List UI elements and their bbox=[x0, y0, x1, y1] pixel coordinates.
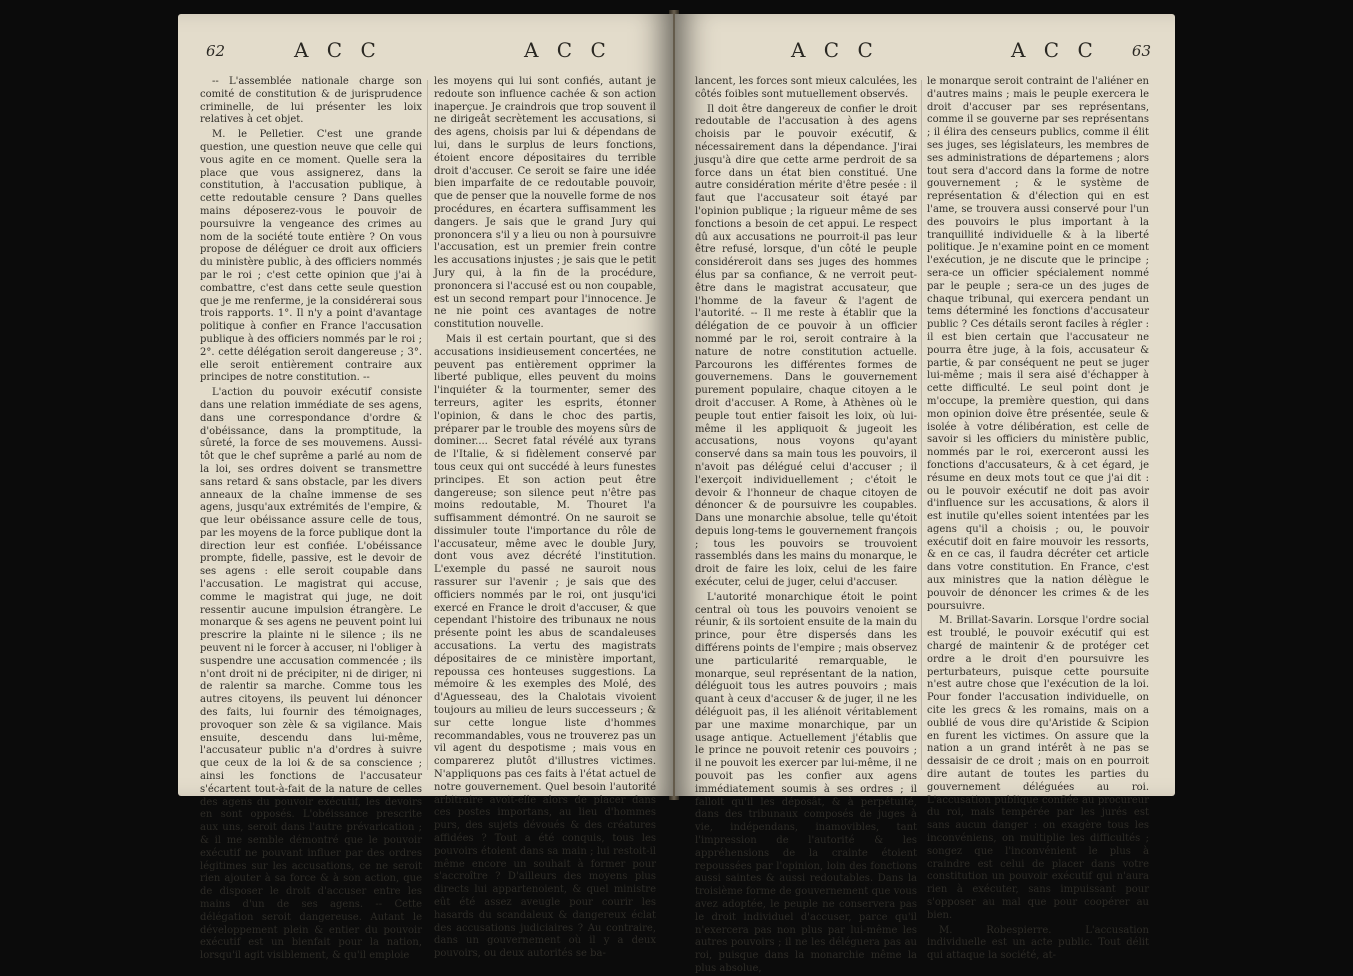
left-running-head-1: A C C bbox=[294, 38, 382, 62]
paragraph: -- L'assemblée nationale charge son comité de constitution & de jurisprudence criminelle, de lui présenter les loix relatives à cet objet. bbox=[200, 76, 422, 126]
paragraph: M. Brillat-Savarin. Lorsque l'ordre social est troublé, le pouvoir exécutif qui est chargé de maintenir & de protéger cet ordre a le droit d'en poursuivre les perturbateurs, puisque cette poursuite n'est autre chose que l'exécution de la loi. Pour fonder l'accusation individuelle, on cite les grecs & les romains, mais on a oublié de vous dire qu'Aristide & Scipion en furent les victimes. On assure que la nation a un grand intérêt à ne pas se dessaisir de ce droit ; mais on en pourroit dire autant de toutes les parties du gouvernement déléguées au roi. L'accusation publique confiée au procureur du roi, mais tempérée par les jurés est sans aucun danger : on exagère tous les inconvéniens, on multiplie les difficultés ; songez que l'inconvénient le plus à craindre est celui de placer dans votre constitution un pouvoir exécutif qui n'aura rien à exécuter, sans impuissant pour s'opposer au mal que pour coopérer au bien. bbox=[927, 615, 1149, 921]
left-running-head-2: A C C bbox=[524, 38, 612, 62]
left-page-header bbox=[206, 38, 649, 68]
right-running-head-1: A C C bbox=[791, 38, 879, 62]
right-running-head-2: A C C bbox=[1011, 38, 1099, 62]
paragraph: Mais il est certain pourtant, que si des accusations insidieusement concertées, ne peuvent pas entièrement opprimer la liberté publique, elles peuvent du moins l'inquiéter & la tourmenter, semer des terreurs, agiter les esprits, étonner l'opinion, & dans le choc des partis, préparer par le trouble des moyens sûrs de dominer.... Secret fatal révélé aux tyrans de l'Italie, & si fidèlement conservé par tous ceux qui ont succédé à leurs funestes principes. Et son action peut être dangereuse; son silence peut n'être pas moins redoutable, M. Thouret l'a suffisamment démontré. On ne sauroit se dissimuler toute l'importance du rôle de l'accusateur, même avec le double Jury, dont vous avez décrété l'institution. L'exemple du passé ne sauroit nous rassurer sur l'avenir ; je sais que des officiers nommés par le roi, ont jusqu'ici exercé en France le droit d'accuser, & que cependant l'histoire des tribunaux ne nous présente point les abus de scandaleuses accusations. La vertu des magistrats dépositaires de ce ministère important, repoussa ces honteuses suggestions. La mémoire & les exemples des Molé, des d'Aguesseau, des la Chalotais vivoient toujours au milieu de leurs successeurs ; & sur cette longue liste d'hommes recommandables, vous ne trouverez pas un vil agent du despotisme ; mais vous en comparerez plutôt d'illustres victimes. N'appliquons pas ces faits à l'état actuel de notre gouvernement. Quel besoin l'autorité arbitraire avoit-elle alors de placer dans ces postes importans, au lieu d'hommes purs, des sujets dévoués & des créatures affidées ? Tout a été conquis, tous les pouvoirs étoient dans sa main ; lui restoit-il même encore un souhait à former pour s'accroître ? D'ailleurs des moyens plus directs lui appartenoient, & quel ministre eût été assez aveugle pour courir les hasards du scandaleux & dangereux éclat des accusations judiciaires ? Au contraire, dans un gouvernement où il y a deux pouvoirs, ou deux autorités se ba- bbox=[434, 333, 656, 960]
column-rule bbox=[921, 80, 922, 770]
paragraph: L'autorité monarchique étoit le point central où tous les pouvoirs venoient se réunir, & ils sortoient ensuite de la main du prince, pour être dispersés dans les différens points de l'empire ; mais observez une particularité remarquable, le monarque, seul représentant de la nation, déléguoit tous les autres pouvoirs ; mais quant à ceux d'accuser & de juger, il ne les déléguoit pas, il les aliénoit véritablement par une maxime monarchique, par un usage antique. Actuellement j'établis que le prince ne pouvoit retenir ces pouvoirs ; il ne pouvoit les exercer par lui-même, il ne pouvoit pas les confier aux agens immédiatement soumis à ses ordres ; il falloit qu'il les déposât, & à perpétuité, dans des tribunaux composés de juges à vie, indépendans, inamovibles, tant l'impression de l'autorité & les appréhensions de la crainte étoient repoussées par l'opinion, loin des fonctions aussi saintes & aussi redoutables. Dans la troisième forme de gouvernement que vous avez adoptée, le peuple ne conservera pas le droit individuel d'accuser, parce qu'il n'exercera pas non plus par lui-même les autres pouvoirs ; il ne les déléguera pas au roi, puisque dans la monarchie même la plus absolue, bbox=[695, 591, 917, 974]
left-column-1 bbox=[200, 76, 422, 962]
paragraph: M. Robespierre. L'accusation individuelle est un acte public. Tout délit qui attaque la société, at- bbox=[927, 924, 1149, 962]
left-page bbox=[178, 14, 673, 962]
paragraph: M. le Pelletier. C'est une grande question, une question neuve que celle qui vous agite en ce moment. Quelle sera la place que vous assignerez, dans la constitution, à l'accusation publique, à cette redoutable censure ? Dans quelles mains déposerez-vous le pouvoir de poursuivre la vengeance des crimes au nom de la société toute entière ? On vous propose de déléguer ce droit aux officiers du ministère public, à des officiers nommés par le roi ; c'est cette opinion que j'ai à combattre, c'est dans cette seule question que je me renferme, je la considérerai sous trois rapports. 1°. Il n'y a point d'avantage politique à confier en France l'accusation publique à des officiers nommés par le roi ; 2°. cette délégation seroit dangereuse ; 3°. elle seroit entièrement contraire aux principes de notre constitution. -- bbox=[200, 129, 422, 384]
right-page bbox=[675, 14, 1175, 974]
right-page-header bbox=[703, 38, 1151, 68]
right-column-2 bbox=[927, 76, 1149, 962]
paragraph: Il doit être dangereux de confier le droit redoutable de l'accusation à des agens choisis par le pouvoir exécutif, & nécessairement dans la dépendance. J'irai jusqu'à dire que cette arme perdroit de sa force dans un état bien constitué. Une autre considération mérite d'être pesée : il faut que l'accusateur soit étayé par l'opinion publique ; la rigueur même de ses fonctions a besoin de cet appui. Le respect dû aux accusations ne pourroit-il pas leur être refusé, lorsque, d'un côté le peuple considéreroit dans ses juges des hommes élus par sa confiance, & ne verroit peut-être dans le magistrat accusateur, que l'homme de la faveur & l'agent de l'autorité. -- Il me reste à établir que la délégation de ce pouvoir à un officier nommé par le roi, seroit contraire à la nature de notre constitution actuelle. Parcourons les différentes formes de gouvernemens. Dans le gouvernement purement populaire, chaque citoyen a le droit d'accuser. A Rome, à Athènes où le peuple tout entier faisoit les loix, où lui-même il les appliquoit & jugeoit les accusations, nous voyons qu'ayant conservé dans sa main tous les pouvoirs, il n'avoit pas délégué celui d'accuser ; il l'exerçoit individuellement ; c'étoit le devoir & l'honneur de chaque citoyen de dénoncer & de poursuivre les coupables. Dans une monarchie absolue, telle qu'étoit depuis long-tems le gouvernement françois ; tous les pouvoirs se trouvoient rassemblés dans les mains du monarque, le droit de faire les loix, celui de les faire exécuter, celui de juger, celui d'accuser. bbox=[695, 103, 917, 589]
right-page-number: 63 bbox=[1131, 42, 1151, 60]
right-column-1 bbox=[695, 76, 917, 974]
paragraph: L'action du pouvoir exécutif consiste dans une relation immédiate de ses agens, dans une correspondance d'ordre & d'obéissance, dans la promptitude, la sûreté, la force de ses mouvemens. Aussi-tôt que le chef suprême a parlé au nom de la loi, ses ordres doivent se transmettre sans retard & sans obstacle, par les divers anneaux de la chaîne immense de ses agens, jusqu'aux extrémités de l'empire, & que leur obéissance assure celle de tous, par les moyens de la force publique dont la direction leur est confiée. L'obéissance prompte, fidelle, passive, est le devoir de ses agens : elle seroit coupable dans l'accusation. Le magistrat qui accuse, comme le magistrat qui juge, ne doit ressentir aucune impulsion étrangère. Le monarque & ses agens ne peuvent point lui prescrire la plainte ni le silence ; ils ne peuvent ni le forcer à accuser, ni l'obliger à suspendre une accusation commencée ; ils n'ont droit ni de précipiter, ni de diriger, ni de ralentir sa marche. Comme tous les autres citoyens, ils peuvent lui dénoncer des faits, lui fournir des témoignages, provoquer son zèle & sa vigilance. Mais ensuite, descendu dans lui-même, l'accusateur public n'a d'ordres à suivre que ceux de la loi & de sa conscience ; ainsi les fonctions de l'accusateur s'écartent tout-à-fait de la nature de celles des agens du pouvoir exécutif, les devoirs en sont opposés. L'obéissance prescrite aux uns, seroit dans l'autre prévarication ; & il me semble démontré que le pouvoir exécutif ne pouvant influer par des ordres légitimes sur les accusations, ce ne seroit rien ajouter à sa force & à son action, que de disposer le droit d'accuser entre les mains d'un de ses agens. -- Cette délégation seroit dangereuse. Autant le développement plein & entier du pouvoir exécutif est un bienfait pour la nation, lorsqu'il agit visiblement, & qu'il emploie bbox=[200, 387, 422, 962]
paragraph: le monarque seroit contraint de l'aliéner en d'autres mains ; mais le peuple exercera le droit d'accuser par ses représentans, comme il se gouverne par ses représentans ; il élira des censeurs publics, comme il élit ses juges, ses législateurs, les membres de ses administrations de départemens ; alors tout sera d'accord dans la forme de notre gouvernement ; & le système de représentation & d'élection qui en est l'ame, se trouvera aussi conservé pour l'un des pouvoirs le plus important à la tranquillité individuelle & à la liberté politique. Je n'examine point en ce moment l'exécution, je ne discute que le principe ; sera-ce un officier spécialement nommé par le peuple ; sera-ce un des juges de chaque tribunal, qui exercera pendant un tems déterminé les fonctions d'accusateur public ? Ces détails seront faciles à régler : il est bien certain que l'accusateur ne pourra être juge, à la fois, accusateur & partie, & par conséquent ne peut se juger lui-même ; mais il sera aisé d'échapper à cette difficulté. Le seul point dont je m'occupe, la première question, qui dans mon opinion doive être présentée, seule & isolée à votre délibération, est celle de savoir si les officiers du ministère public, nommés par le roi, exerceront aussi les fonctions d'accusateurs, & à cet égard, je résume en deux mots tout ce que j'ai dit : ou le pouvoir exécutif ne doit pas avoir d'influence sur les accusations, & alors il est inutile qu'elles soient intentées par les agens qu'il a choisis ; ou, le pouvoir exécutif doit en faire mouvoir les ressorts, & en ce cas, il faudra décréter cet article dans votre constitution. En France, c'est aux ministres que la nation délègue le pouvoir de dénoncer les crimes & de les poursuivre. bbox=[927, 76, 1149, 612]
left-column-2 bbox=[434, 76, 656, 960]
paragraph: les moyens qui lui sont confiés, autant je redoute son influence cachée & son action inaperçue. Je craindrois que trop souvent il ne dirigeât secrètement les accusations, si des agens, choisis par lui & dépendans de lui, dans le surplus de leurs fonctions, étoient encore dépositaires du terrible droit d'accuser. Ce seroit se faire une idée bien imparfaite de ce redoutable pouvoir, que de penser que la nouvelle forme de nos procédures, en écartera suffisamment les dangers. Je sais que le grand Jury qui prononcera s'il y a lieu ou non à poursuivre l'accusation, est un premier frein contre les accusations injustes ; je sais que le petit Jury qui, à la fin de la procédure, prononcera si l'accusé est ou non coupable, est un second rempart pour l'innocence. Je ne nie point ces avantages de notre constitution nouvelle. bbox=[434, 76, 656, 331]
left-page-number: 62 bbox=[206, 42, 226, 60]
column-rule bbox=[427, 80, 428, 770]
paragraph: lancent, les forces sont mieux calculées, les côtés foibles sont mutuellement observés. bbox=[695, 76, 917, 100]
